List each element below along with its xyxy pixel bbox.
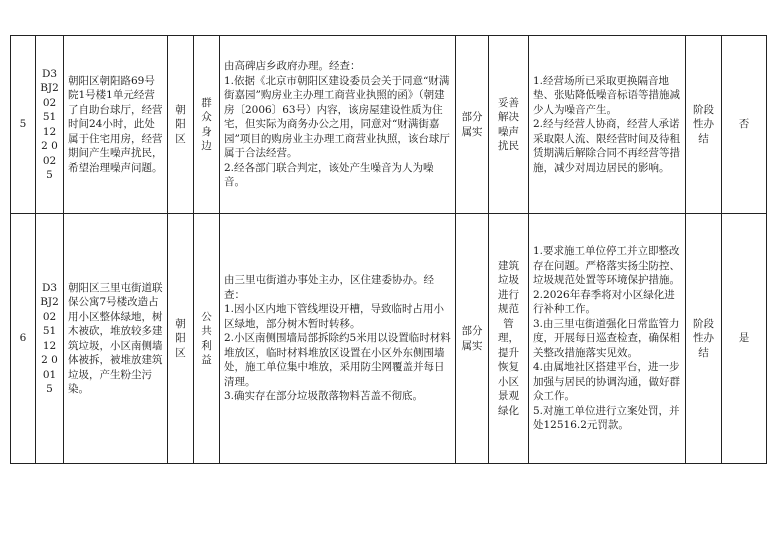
- verdict: 部分属实: [456, 36, 489, 214]
- category: 群众身边: [194, 36, 220, 214]
- measures: [529, 36, 686, 214]
- rectification-goal: 妥善解决噪声扰民: [489, 36, 529, 214]
- measure-line: 1.要求施工单位停工并立即整改存在问题。严格落实扬尘防控、垃圾规范处置等环境保护措施。: [533, 245, 680, 287]
- findings: [220, 36, 456, 214]
- accountability: 否: [722, 36, 767, 214]
- category: 公共利益: [194, 214, 220, 464]
- findings-line: 1.依据《北京市朝阳区建设委员会关于同意“财满街嘉园”购房业主办理工商营业执照的函》（朝建房〔2006〕63号）内容，该房屋建设性质为住宅，但实际为商务办公之用，同意对“财满街嘉园”项目的购房业主办理工商营业执照，该台球厅属于合法经营。: [224, 74, 450, 160]
- findings-line: 2.小区南侧围墙局部拆除约5米用以设置临时材料堆放区，临时材料堆放区设置在小区外东侧围墙处，施工单位集中堆放，采用防尘网覆盖并每日清理。: [224, 332, 451, 388]
- accountability: 是: [722, 214, 767, 464]
- case-code: D3BJ20251122 0025: [36, 36, 64, 214]
- measure-line: 1.经营场所已采取更换隔音地垫、张贴降低噪音标语等措施减少人为噪音产生。: [533, 74, 680, 116]
- district: 朝阳区: [168, 36, 194, 214]
- complaint-content: 朝阳区朝阳路69号院1号楼1单元经营了自助台球厅，经营时间24小时，此处属于住宅用房，经营期间产生噪声扰民，希望治理噪声问题。: [64, 36, 168, 214]
- rectification-goal: 建筑垃圾进行规范管理，提升恢复小区景观绿化: [489, 214, 529, 464]
- measure-line: 5.对施工单位进行立案处罚，并处12516.2元罚款。: [533, 404, 680, 432]
- complaint-content: 朝阳区三里屯街道联保公寓7号楼改造占用小区整体绿地，树木被砍，堆放较多建筑垃圾，小区南侧墙体被拆，被堆放建筑垃圾，产生粉尘污染。: [64, 214, 168, 464]
- measure-line: 2.经与经营人协商，经营人承诺采取限人流、限经营时间及待租赁期满后解除合同不再经营等措施，减少对周边居民的影响。: [533, 118, 680, 174]
- table-row: [11, 36, 767, 214]
- status: 阶段性办结: [686, 36, 722, 214]
- findings-line: 3.确实存在部分垃圾散落物料苫盖不彻底。: [224, 390, 424, 403]
- district: 朝阳区: [168, 214, 194, 464]
- findings-line: 1.因小区内地下管线埋设开槽，导致临时占用小区绿地，部分树木暂时转移。: [224, 303, 445, 330]
- measure-line: 3.由三里屯街道强化日常监管力度，开展每日巡查检查，确保相关整改措施落实见效。: [533, 317, 680, 359]
- measures: [529, 214, 686, 464]
- status: 阶段性办结: [686, 214, 722, 464]
- findings-line: 2.经各部门联合判定，该处产生噪音为人为噪音。: [224, 161, 434, 189]
- row-number: 5: [11, 36, 36, 214]
- table-row: [11, 214, 767, 464]
- measure-line: 4.由属地社区搭建平台，进一步加强与居民的协调沟通，做好群众工作。: [533, 361, 680, 403]
- case-table: [10, 35, 767, 464]
- findings-line: 由三里屯街道办事处主办，区住建委协办。经查：: [224, 274, 434, 301]
- verdict: 部分属实: [456, 214, 489, 464]
- findings-line: 由高碑店乡政府办理。经查：: [224, 60, 361, 73]
- measure-line: 2.2026年春季将对小区绿化进行补种工作。: [533, 288, 675, 316]
- findings: [220, 214, 456, 464]
- row-number: 6: [11, 214, 36, 464]
- case-code: D3BJ20251122 0015: [36, 214, 64, 464]
